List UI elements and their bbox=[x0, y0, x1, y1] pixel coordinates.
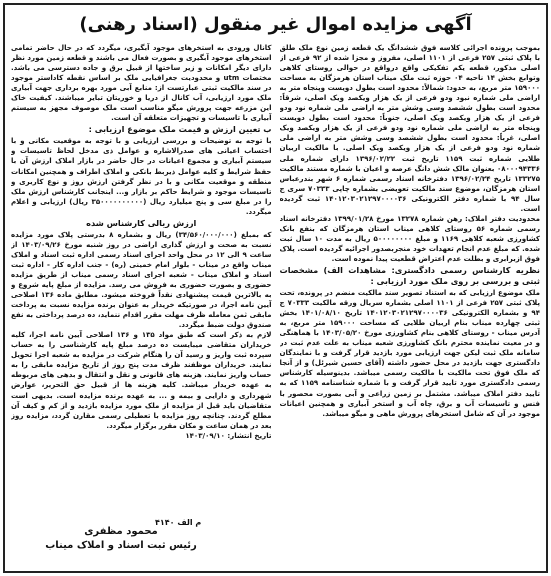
auction-terms-paragraph: که بمبلغ (۳۴/۵۶۰/۰۰۰/۰۰۰) ریال و بشماره ۸ بدرستی پلاک مورد مزایده نسبت به صحت و ارزش گذاری اراضی در روز شنبه مورخ ۱۴۰۳/۰۹/۲۶ از ساعت ۹ الی ۱۲ در محل واحد اجرای اسناد رسمی اداره ثبت اسناد و املاک میناب واقع در میناب - بلوار امام خمینی (ره) - جنب اداره کار - اداره ثبت اسناد و املاک میناب - شعبه اجرای اسناد رسمی میناب از طریق مزایده حضوری و بصورت حضوری به فروش می رسد. مزایده از مبلغ پایه شروع و به بالاترین قیمت پیشنهادی نقداً فروخته میشود. مطابق ماده ۱۳۶ اصلاحی آیین نامه اجرا، در صورتیکه خریدار به عنوان برنده مزایده نسبت به پرداخت مابقی ثمن معامله ظرف مهلت مقرر اقدام ننماید، ده درصد پرداختی به نفع صندوق دولت ضبط میگردد. bbox=[11, 229, 272, 330]
property-description-paragraph: بموجب پرونده اجرائی کلاسه فوق ششدانگ یک قطعه زمین نوع ملک طلق با پلاک ثبتی ۲۵۷ فرعی از ۱۱۰۱ اصلی، مفروز و مجزا شده از ۹۲ فرعی از اصلی مذکور، قطعه یکم تفکیکی واقع درواقع در حوالی روستای کلاهی وتوابع بخش ۱۴ ناحیه ۰۴ حوزه ثبت ملک میناب استان هرمزگان به مساحت ۱۵۹۰۰۰ متر مربع، به حدود: شمالاً: محدود است بطول دویست وپنجاه متر به اراضی ملی شماره نبود ودو فرعی از یک هزار ویکصد ویک اصلی، شرقاً: محدود است بطول ششصد وسی وشش متر به اراضی ملی شماره نود ودو فرعی از یک هزار ویکصد ویک اصلی، جنوباً: محدود است بطول دویست وپنجاه متر به اراضی ملی شماره نود ودو فرعی از یک هزار ویکصد ویک اصلی، غرباً: محدود است بطول ششصد وسی وشش متر به اراضی ملی شماره نود ودو فرعی از یک هزار ویکصد ویک اصلی. با مالکیت اربیان طلایی شماره ثبت ۱۱۵۹ تاریخ ثبت ۱۳۹۶/۰۲/۲۲ دارای شماره ملی ۰۸۰۰۰۹۴۳۳۶ بعنوان مالک شش دانگ عرصه و اعیان با شماره مستند مالکیت ۱۳۳۲۷۵ تاریخ ۱۳۹۶/۰۲/۲۴ دفترخانه اسناد رسمی شماره ۶ شهر بندرعباس استان هرمزگان، موضوع سند مالکیت تعویضی بشماره چاپی ۷۰۳۳۳ سری ج سال ۹۴ با شماره دفتر الکترونیکی ۱۴۰۱۲۰۳۰۲۱۲۹۷۰۰۰۰۳۶ ثبت گردیده است. bbox=[279, 43, 540, 213]
right-column bbox=[280, 43, 541, 565]
expert-opinion-heading: نظریه کارشناس رسمی دادگستری: مشاهدات الف) مشخصات ثبتی و بررسی بر روی ملک مورد ارزیابی : bbox=[279, 265, 540, 287]
valuation-heading: ب تعیین ارزش و قیمت ملک موضوع ارزیابی : bbox=[88, 124, 272, 135]
signature-block bbox=[21, 525, 221, 553]
notice-page bbox=[3, 3, 548, 573]
notice-body bbox=[11, 43, 540, 565]
auction-conditions-paragraph: لازم به ذکر است که طبق مواد ۱۳۵ و ۱۳۶ اصلاحی آیین نامه اجرا، کلیه خریداران متقاضی میبایست ده درصد مبلغ پایه کارشناسی را به حساب سپرده ثبت واریز و رسید آن را هنگام شرکت در مزایده به شعبه اجرا تحویل نمایند. خریداران موظفند ظرف مدت پنج روز از تاریخ مزایده مابقی را به حساب واریز نمایند. هزینه های قانونی و نقل و انتقال و بدهی های مربوطه به عهده خریدار میباشد. کلیه هزینه ها از قبیل حق التحریر، عوارض شهرداری و دارایی و بیمه و ... به عهده برنده مزایده است. بدیهی است متقاضیان باید قبل از مزایده از ملک مورد مزایده بازدید و از کم و کیف آن مطلع گردند. چنانچه روز مزایده با تعطیلی رسمی مقارن گردد، مزایده روز بعد در همان ساعت و مکان مقرر برگزار میگردد. bbox=[11, 330, 272, 430]
publication-date: تاریخ انتشار: ۱۴۰۳/۰۹/۱۰ bbox=[185, 430, 272, 440]
notice-title: آگهی مزایده اموال غیر منقول (اسناد رهنی) bbox=[63, 12, 487, 37]
signatory-title: رئیس ثبت اسناد و املاک میناب bbox=[45, 540, 197, 551]
signatory-name: محمود مظفری bbox=[84, 526, 158, 537]
title-bar bbox=[5, 9, 546, 39]
expert-observation-paragraph: ملک موضوع ارزیابی که به استناد تصویر سند مالکیت منضم در پرونده، تحت پلاک ثبتی ۲۵۷ فرعی از ۱۱۰۱ اصلی بشماره سریال ورقه مالکیت ۷۰۳۳۳ ج ۹۴ و بشماره الکترونیکی ۱۴۰۱۲۰۳۰۲۱۲۹۷۰۰۰۰۳۶ تاریخ ۱۴۰۱/۰۸/۱۰ بخش ثبتی چهارده میناب بنام اربیان طلایی که مساحت ۱۵۹۰۰۰ متر مربع، به آدرس میناب - روستای کلاهی بنام کشاورزی مورخ ۱۴۰۳/۰۵/۲۰ با هماهنگی و در معیت نماینده محترم بانک کشاورزی شعبه میناب به علت عدم ثبت در سامانه ملک ثبت لیکن جهت ارزیابی مورد بازدید قرار گرفت و با نمایندگان دادگستری جهت بازدید در محل حضور داشته (آقای حسین شیرئل) و از آنجا که ملک فوق تحت مالکیت با مالکیت رسمی میباشد. بدینوسیله کارشناس رسمی دادگستری مورد تایید قرار گرفت و با شماره شناسنامه ۱۱۵۹ که به تایید دفتر املاک میباشد. مشتمل بر زمین زراعی و آبی بصورت محصور با فنس و تاسیسات آب و برق، چاه آب و استخر آبیاری و همچنین اعیانات موجود در آن که شامل استخرهای پرورش ماهی و میگو میباشد. bbox=[279, 288, 540, 418]
reference-code: م الف ۴۱۴۰ bbox=[155, 518, 202, 527]
valuation-paragraph: با توجه به توضیحات و بررسی ارزیابی و با توجه به موقعیت مکانی و با احتساب اعیانی های صدرالاشاره و عوامل ذی مدخل لحاظ تاسیسات و سیستم آبیاری و مجموع اعیانات در حال حاضر در بازار املاک ارزش آن با حفظ شرایط و کلیه عوامل ذیربط بانکی و املاک اطراف و همچنین امکانات منطقه و موقعیت مکانی و با در نظر گرفتن ارزش روز و نوع کاربری و تاسیسات موجود و شرایط حاکم بر بازار و... اینجانب کارشناس ارزش ملک را در مبلغ سی و پنج میلیارد ریال (۳۵۰۰۰۰۰۰۰۰۰۰ ریال) ارزیابی و اعلام میگردد. bbox=[11, 136, 272, 216]
registry-restriction-paragraph: محدودیت دفتر املاک: رهن شماره ۱۳۲۷۸ مورخ ۱۳۹۹/۰۱/۲۸ دفترخانه اسناد رسمی شماره ۵۶ روستای کلاهی میناب استان هرمزگان که بنفع بانک کشاورزی شعبه کلاهی ۱۱۶۹ و مبلغ ۵۰۰۰۰۰۰۰۰ ریال به مدت ۱۰ سال ثبت شده. که مبلغ عدم انجام تعهدات خود منجربصدور اجرائیه گردیده است. پلاک فوق ازبرابری و بطلت عدم اعتراض قطعیت پیدا نموده است. bbox=[279, 213, 540, 263]
appraised-value-heading: ارزش ریالی کارشناس شده bbox=[86, 217, 197, 228]
facilities-paragraph: کانال ورودی به استخرهای موجود آبگیری، میگردد که در حال حاضر تمامی استخرهای موجود آبگیری و بصورت فعال می باشند و قطعه زمین مورد نظر دارای دیگر امکانات و زیر ساختها از قبیل برق و جاده دسترسی می باشد. مختصات utm و محدودیت جغرافیایی ملک بر اساس نقطه کاداستر موجود در سند مالکیت ثبتی عبارتست از: منابع آبی مورد بهره برداری جهت آبیاری ملک مورد ارزیابی، آب کانال از دریا و خوریتان تبایر میباشند. کیفیت خاک این مزرعه جهت پرورش میگو مناسب است ملک موصوف مجهز به سیستم آبیاری با تاسیسات و تجهیزات متعلقه آن است. bbox=[11, 43, 272, 123]
left-column bbox=[11, 43, 272, 565]
